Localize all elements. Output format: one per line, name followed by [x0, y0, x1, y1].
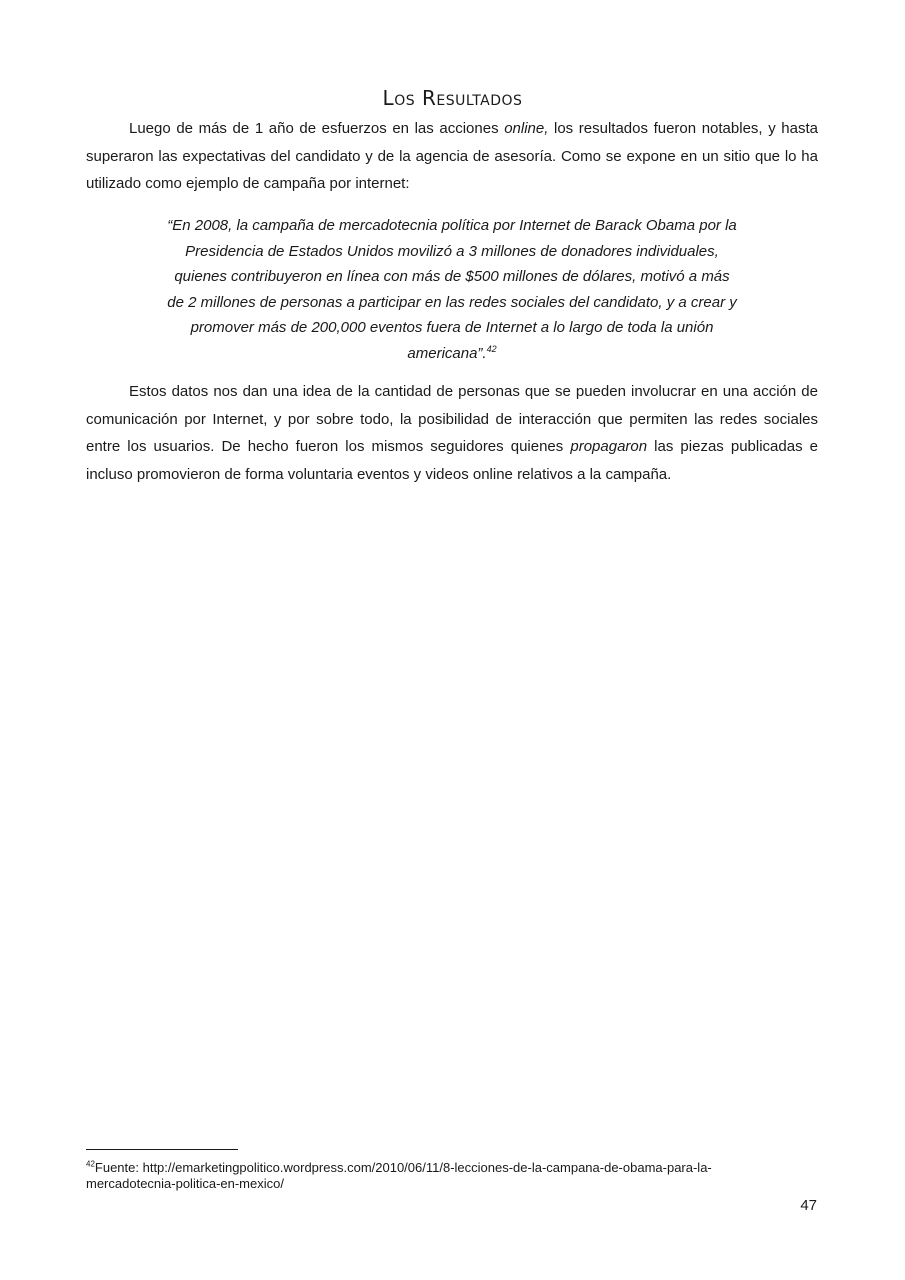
paragraph-analysis-emphasis: propagaron — [570, 438, 648, 455]
quote-line: quienes contribuyeron en línea con más de $500 millones de dólares, motivó a más — [174, 268, 730, 285]
page-number: 47 — [800, 1197, 817, 1214]
footnote-text: Fuente: http://emarketingpolitico.wordpress.com/2010/06/11/8-lecciones-de-la-campana-de-obama-para-la-mercadotecnia-politica-en-mexico/ — [86, 1160, 712, 1191]
quote-line: de 2 millones de personas a participar en las redes sociales del candidato, y a crear y — [167, 293, 737, 311]
footnote-divider — [86, 1149, 238, 1150]
paragraph-intro-text-b: los resultados fueron notables, y hasta superaron las expectativas del candidato y de la agencia de asesoría. Como se expone en un sitio que lo ha utilizado como ejemplo de campaña por internet: — [86, 120, 818, 192]
quote-line: americana”. — [407, 344, 487, 362]
block-quote — [150, 213, 754, 366]
quote-line: “En 2008, la campaña de mercadotecnia política por Internet de Barack Obama por la — [167, 217, 737, 234]
paragraph-intro — [86, 115, 818, 198]
paragraph-analysis-text-b: las piezas publicadas e incluso promovieron de forma voluntaria eventos y videos online relativos a la campaña. — [86, 438, 819, 483]
paragraph-analysis-text-a: Estos datos nos dan una idea de la cantidad de personas que se pueden involucrar en una acción de comunicación por Internet, y por sobre todo, la posibilidad de interacción que permiten las redes sociales entre los usuarios. De hecho fueron los mismos seguidores quienes — [86, 383, 818, 455]
footnote — [86, 1160, 786, 1192]
footnote-number: 42 — [86, 1159, 95, 1169]
paragraph-intro-emphasis: online, — [504, 120, 549, 137]
paragraph-analysis — [86, 378, 818, 488]
quote-line: Presidencia de Estados Unidos movilizó a 3 millones de donadores individuales, — [185, 242, 719, 260]
section-heading: Los Resultados — [382, 86, 523, 110]
footnote-reference[interactable]: 42 — [486, 343, 497, 354]
paragraph-intro-text-a: Luego de más de 1 año de esfuerzos en las acciones — [129, 120, 505, 137]
quote-line: promover más de 200,000 eventos fuera de Internet a lo largo de toda la unión — [190, 319, 714, 336]
